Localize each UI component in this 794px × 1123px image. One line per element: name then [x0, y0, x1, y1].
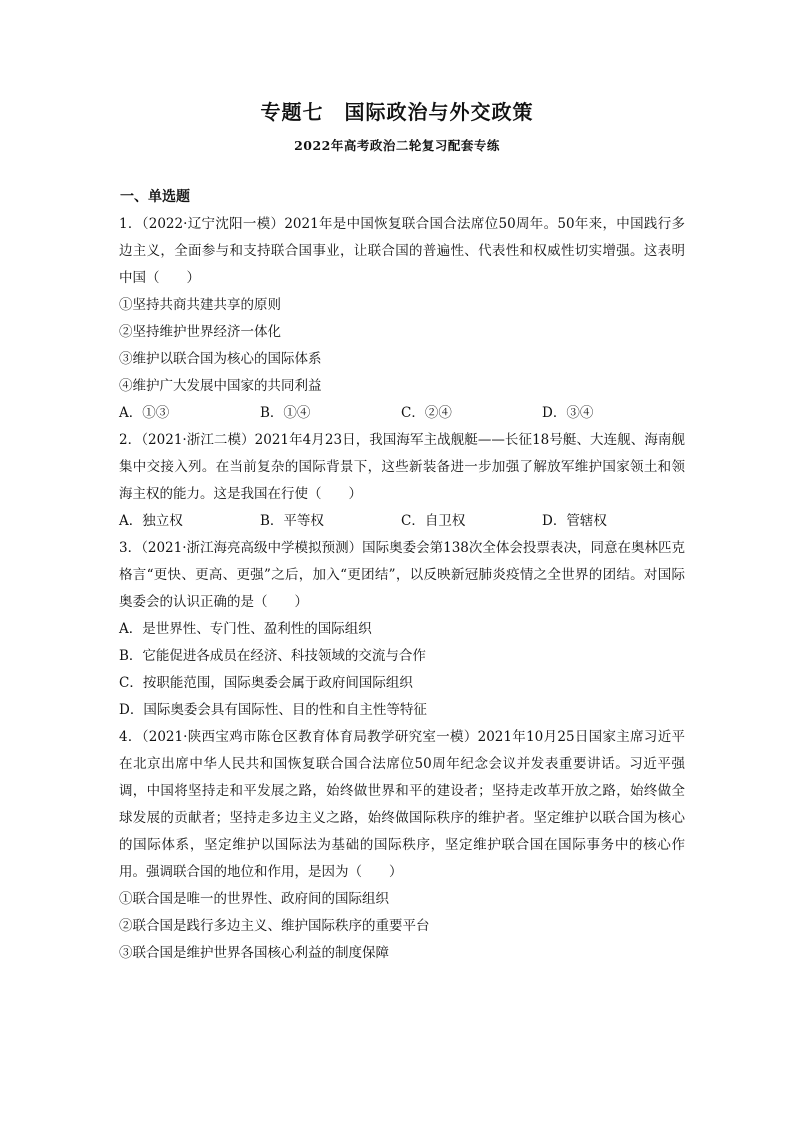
choice-d: D．③④: [542, 405, 594, 421]
statement-item: ④维护广大发展中国家的共同利益: [119, 378, 322, 394]
answer-choices: [119, 508, 685, 535]
question-stem: 4．（2021·陕西宝鸡市陈仓区教育体育局教学研究室一模）2021年10月25日国家主席习近平在北京出席中华人民共和国恢复联合国合法席位50周年纪念会议并发表重要讲话。习近平强调，中国将坚持走和平发展之路，始终做世界和平的建设者；坚持走改革开放之路，始终做全球发展的贡献者；坚持走多边主义之路，始终做国际秩序的维护者。坚定维护以联合国为核心的国际体系，坚定维护以国际法为基础的国际秩序，坚定维护联合国在国际事务中的核心作用。强调联合国的地位和作用，是因为（ ）: [119, 729, 685, 880]
choice-b: B．平等权: [260, 513, 324, 529]
choice-c: C．自卫权: [401, 513, 466, 529]
choice-d: D．管辖权: [542, 513, 607, 529]
statement-item: ①坚持共商共建共享的原则: [119, 297, 281, 313]
question-stem: 2．（2021·浙江二模）2021年4月23日，我国海军主战舰艇——长征18号艇、大连舰、海南舰集中交接入列。在当前复杂的国际背景下，这些新装备进一步加强了解放军维护国家领土和领海主权的能力。这是我国在行使（ ）: [119, 432, 685, 502]
statement-item: ②坚持维护世界经济一体化: [119, 324, 281, 340]
question-stem: 1．（2022·辽宁沈阳一模）2021年是中国恢复联合国合法席位50周年。50年来，中国践行多边主义，全面参与和支持联合国事业，让联合国的普遍性、代表性和权威性切实增强。这表明中国（ ）: [119, 216, 685, 286]
section-heading: 一、单选题: [120, 189, 190, 205]
choice-a: A．是世界性、专门性、盈利性的国际组织: [119, 621, 372, 637]
question-2: [119, 427, 685, 535]
choice-d: D．国际奥委会具有国际性、目的性和自主性等特征: [119, 702, 427, 718]
question-1: [119, 211, 685, 427]
choice-c: C．②④: [401, 405, 452, 421]
statement-item: ①联合国是唯一的世界性、政府间的国际组织: [119, 891, 389, 907]
question-4: [119, 724, 685, 967]
statement-item: ③维护以联合国为核心的国际体系: [119, 351, 322, 367]
choice-a: A．①③: [119, 405, 170, 421]
question-stem: 3．（2021·浙江海亮高级中学模拟预测）国际奥委会第138次全体会投票表决，同意在奥林匹克格言“更快、更高、更强”之后，加入“更团结”，以反映新冠肺炎疫情之全世界的团结。对国际奥委会的认识正确的是（ ）: [119, 540, 685, 610]
statement-item: ③联合国是维护世界各国核心利益的制度保障: [119, 945, 389, 961]
choice-a: A．独立权: [119, 513, 183, 529]
question-list: [119, 211, 685, 967]
document-subtitle: 2022年高考政治二轮复习配套专练: [294, 138, 500, 153]
document-title: 专题七 国际政治与外交政策: [260, 100, 534, 124]
question-3: [119, 535, 685, 724]
choice-b: B．它能促进各成员在经济、科技领域的交流与合作: [119, 648, 426, 664]
choice-b: B．①④: [260, 405, 311, 421]
statement-item: ②联合国是践行多边主义、维护国际秩序的重要平台: [119, 918, 430, 934]
choice-c: C．按职能范围，国际奥委会属于政府间国际组织: [119, 675, 413, 691]
answer-choices: [119, 400, 685, 427]
